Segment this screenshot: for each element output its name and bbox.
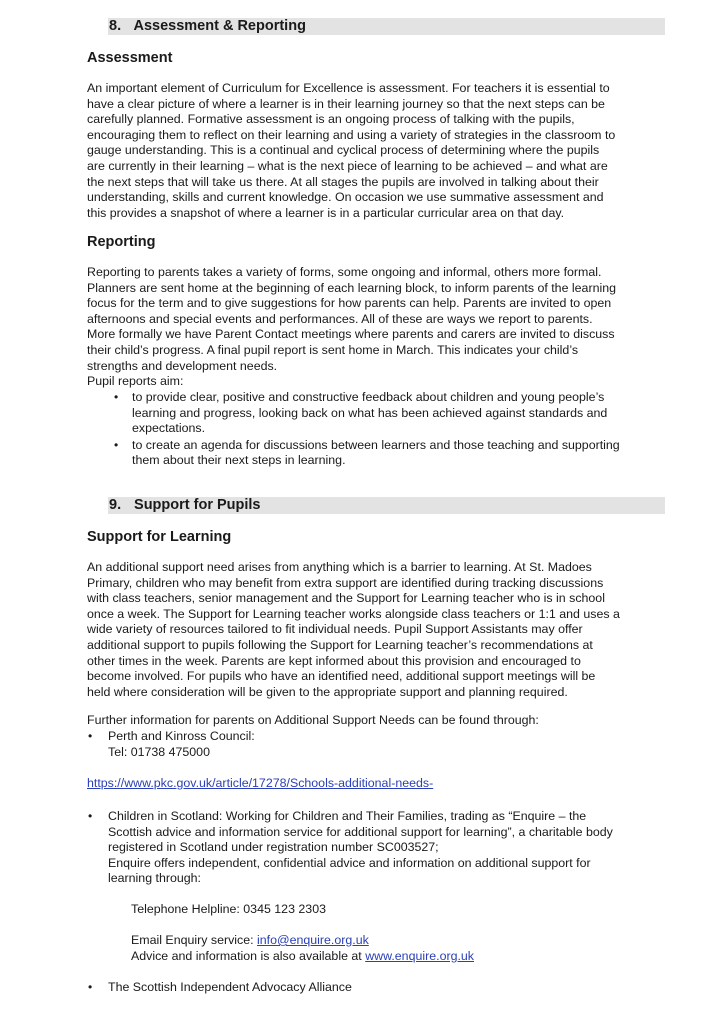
pkc-telephone: Tel: 01738 475000	[108, 744, 210, 759]
siaa-resource	[87, 980, 667, 996]
text-line: Children in Scotland: Working for Children and Their Families, trading as “Enquire – the	[108, 809, 587, 823]
text-line: them about their next steps in learning.	[132, 453, 346, 468]
assessment-paragraph	[87, 81, 667, 221]
text-line: encouraging them to reflect on their learning and using a variety of strategies in the classroom to	[87, 127, 616, 142]
subheading-support-for-learning: Support for Learning	[87, 529, 232, 545]
enquire-resource	[87, 809, 667, 887]
support-for-learning-paragraph	[87, 560, 667, 700]
pkc-resource	[87, 729, 667, 760]
text-line: afternoons and special events and performances. All of these are ways we report to parents.	[87, 311, 593, 326]
text-line: have a clear picture of where a learner is in their learning journey so that the next steps can be	[87, 96, 605, 111]
text-line: their child’s progress. A final pupil report is sent home in March. This indicates your child’s	[87, 342, 579, 357]
list-item	[87, 729, 667, 760]
text-line: Scottish advice and information service for additional support for learning”, a charitable body	[108, 824, 613, 839]
enquire-email-link[interactable]: info@enquire.org.uk	[257, 933, 369, 947]
text-line: focus for the term and to give suggestions for how parents can help. Parents are invited to open	[87, 296, 612, 311]
text-line: become involved. For pupils who have an identified need, additional support meetings will be	[87, 669, 596, 684]
text-line: Pupil reports aim:	[87, 374, 184, 389]
text-line: expectations.	[132, 421, 206, 436]
siaa-name: The Scottish Independent Advocacy Alliance	[108, 980, 352, 994]
reporting-paragraph	[87, 265, 667, 390]
text-line: Enquire offers independent, confidential advice and information on additional support for	[108, 855, 591, 870]
text-line: Planners are sent home at the beginning of each learning block, to inform parents of the learning	[87, 280, 616, 295]
bullet-icon: •	[88, 729, 93, 743]
bullet-icon: •	[114, 437, 119, 452]
text-line: to create an agenda for discussions between learners and those teaching and supporting	[132, 437, 620, 452]
text-line: other times in the week. Parents are kept informed about this provision and encouraged to	[87, 653, 581, 668]
text-line: additional support to pupils following the Support for Learning teacher’s recommendations at	[87, 637, 593, 652]
text-line: this provides a snapshot of where a learner is in a particular curricular area on that day.	[87, 205, 565, 220]
text-line: strengths and development needs.	[87, 358, 278, 373]
section-number: 9.	[109, 497, 122, 513]
section-heading-assessment-reporting	[108, 18, 665, 35]
text-line: An additional support need arises from anything which is a barrier to learning. At St. Madoes	[87, 560, 592, 574]
text-line: are currently in their learning – what is the next piece of learning to be achieved – and what are	[87, 158, 608, 173]
bullet-icon: •	[88, 980, 93, 994]
list-item	[87, 438, 667, 469]
pkc-additional-needs-link[interactable]: https://www.pkc.gov.uk/article/17278/Schools-additional-needs-	[87, 776, 434, 790]
subheading-reporting: Reporting	[87, 234, 156, 250]
web-label: Advice and information is also available at	[131, 948, 366, 963]
text-line: held where consideration will be given to the appropriate support and planning required.	[87, 684, 568, 699]
subheading-assessment: Assessment	[87, 50, 173, 66]
list-item	[87, 390, 667, 437]
text-line: More formally we have Parent Contact meetings where parents and carers are invited to discuss	[87, 327, 615, 342]
enquire-email-line	[131, 933, 711, 964]
list-item	[87, 980, 667, 996]
section-title: Assessment & Reporting	[133, 18, 306, 34]
text-line: understanding, skills and current knowledge. On occasion we use summative assessment and	[87, 190, 604, 205]
section-title: Support for Pupils	[134, 497, 261, 513]
text-line: with class teachers, senior management and the Support for Learning teacher who is in school	[87, 591, 605, 606]
text-line: the next steps that will take us there. At all stages the pupils are involved in talking about their	[87, 174, 599, 189]
text-line: learning through:	[108, 871, 201, 886]
text-line: to provide clear, positive and constructive feedback about children and young people’s	[132, 390, 605, 404]
pkc-link-line	[87, 776, 667, 792]
enquire-website-link[interactable]: www.enquire.org.uk	[365, 948, 475, 963]
text-line: carefully planned. Formative assessment is an ongoing process of talking with the pupils,	[87, 112, 575, 127]
text-line: registered in Scotland under registration number SC003527;	[108, 840, 439, 855]
section-number: 8.	[109, 18, 122, 34]
text-line: once a week. The Support for Learning teacher works alongside class teachers or 1:1 and uses a	[87, 606, 620, 621]
text-line: learning and progress, looking back on what has been achieved against standards and	[132, 405, 608, 420]
text-line: An important element of Curriculum for Excellence is assessment. For teachers it is essential to	[87, 81, 610, 95]
email-label: Email Enquiry service:	[131, 933, 258, 947]
pupil-report-aims-list	[87, 390, 667, 469]
bullet-icon: •	[88, 809, 93, 823]
further-info-text: Further information for parents on Additional Support Needs can be found through:	[87, 713, 539, 727]
text-line: Reporting to parents takes a variety of forms, some ongoing and informal, others more formal.	[87, 265, 602, 279]
text-line: wide variety of resources tailored to fit individual needs. Pupil Support Assistants may offer	[87, 622, 583, 637]
pkc-name: Perth and Kinross Council:	[108, 729, 255, 743]
section-heading-support-for-pupils	[108, 497, 665, 514]
text-line: gauge understanding. This is a continual and cyclical process of determining where the pupils	[87, 143, 600, 158]
text-line: Primary, children who may benefit from extra support are identified during tracking discussions	[87, 575, 604, 590]
bullet-icon: •	[114, 390, 119, 404]
list-item	[87, 809, 667, 887]
enquire-helpline: Telephone Helpline: 0345 123 2303	[131, 902, 326, 916]
